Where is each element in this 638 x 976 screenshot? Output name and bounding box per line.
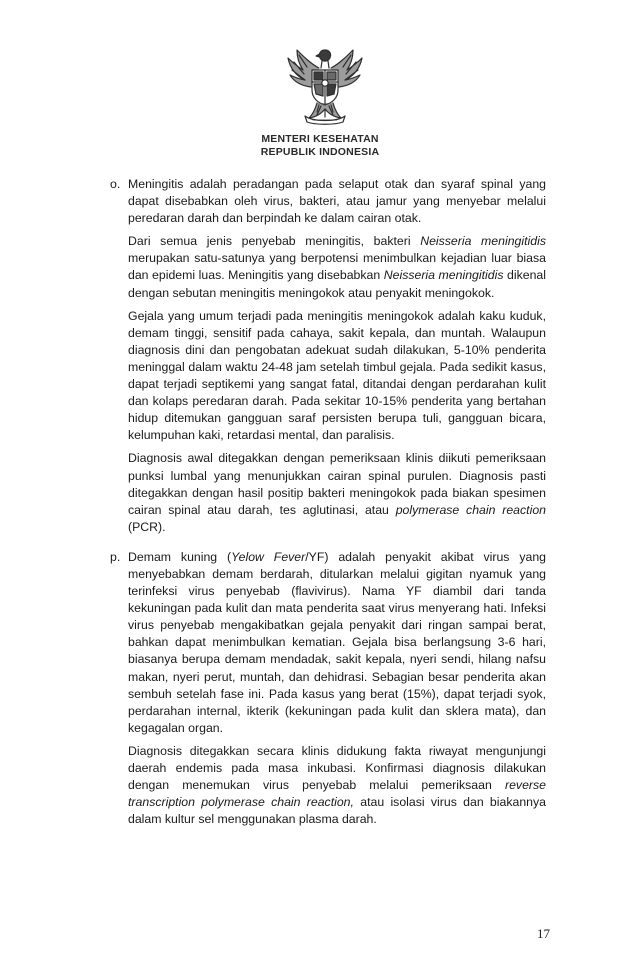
italic-term: Neisseria meningitidis (383, 268, 504, 283)
header-title: MENTERI KESEHATAN (261, 133, 379, 145)
paragraph (128, 549, 546, 737)
document-body (110, 176, 546, 828)
list-item (110, 176, 546, 536)
list-item (110, 549, 546, 829)
paragraph (128, 450, 546, 535)
text-run: atau isolasi virus dan biakannya dalam kultur sel menggunakan plasma darah. (128, 795, 546, 827)
list-marker: p. (110, 549, 121, 564)
text-run: Gejala yang umum terjadi pada meningitis meningokok adalah kaku kuduk, demam tinggi, sensitif pada cahaya, sakit kepala, dan muntah. Walaupun diagnosis dini dan pengobatan adekuat sudah dilakukan, 5-10% penderita meninggal dalam waktu 24-48 jam setelah timbul gejala. Pada sedikit kasus, dapat terjadi septikemi yang sangat fatal, ditandai dengan perdarahan kulit dan kolaps peredaran darah. Pada sekitar 10-15% penderita yang bertahan hidup ditemukan gangguan saraf persisten berupa tuli, gangguan bicara, kelumpuhan kaki, retardasi mental, dan paralisis. (128, 308, 546, 443)
paragraph (128, 308, 546, 445)
text-run: merupakan satu-satunya yang berpotensi menimbulkan kejadian luar biasa dan epidemi luas. Meningitis yang disebabkan (128, 251, 546, 283)
italic-term: Yelow Fever (231, 549, 306, 564)
text-run: (PCR). (128, 519, 166, 534)
italic-term: Neisseria meningitidis (420, 234, 546, 249)
text-run: Demam kuning ( (128, 549, 232, 564)
text-run: Dari semua jenis penyebab meningitis, bakteri (128, 234, 421, 249)
text-run: dikenal dengan sebutan meningitis meningokok atau penyakit meningokok. (128, 268, 546, 300)
italic-term: reverse transcription polymerase chain reaction, (128, 778, 546, 810)
text-run: /YF) adalah penyakit akibat virus yang menyebabkan demam berdarah, ditularkan melalui gigitan nyamuk yang terinfeksi virus penyebab (flavivirus). Nama YF diambil dari tanda kekuningan pada kulit dan mata penderita saat virus menyerang hati. Infeksi virus penyebab mengakibatkan gejala penyakit dari ringan sampai berat, bahkan dapat menimbulkan kematian. Gejala bisa berlangsung 3-6 hari, biasanya berupa demam mendadak, sakit kepala, nyeri sendi, hilang nafsu makan, nyeri perut, muntah, dan dehidrasi. Sebagian besar penderita akan sembuh setelah fase ini. Pada kasus yang berat (15%), dapat terjadi syok, perdarahan internal, ikterik (kekuningan pada kulit dan sklera mata), dan kegagalan organ. (128, 549, 546, 735)
garuda-emblem-icon (283, 46, 367, 126)
header-subtitle: REPUBLIK INDONESIA (260, 146, 380, 158)
text-run: Diagnosis ditegakkan secara klinis didukung fakta riwayat mengunjungi daerah endemis pada masa inkubasi. Konfirmasi diagnosis dilakukan dengan menemukan virus penyebab melalui pemeriksaan (128, 743, 546, 793)
page-number: 17 (537, 926, 550, 941)
list-marker: o. (110, 177, 121, 191)
text-run: Diagnosis awal ditegakkan dengan pemeriksaan klinis diikuti pemeriksaan punksi lumbal yang menunjukkan cairan spinal purulen. Diagnosis pasti ditegakkan dengan hasil positip bakteri meningokok pada biakan spesimen cairan spinal atau darah, tes aglutinasi, atau (128, 451, 546, 517)
paragraph (128, 176, 546, 227)
italic-term: polymerase chain reaction (395, 502, 546, 517)
paragraph (128, 743, 546, 828)
paragraph (128, 233, 546, 301)
text-run: Meningitis adalah peradangan pada selaput otak dan syaraf spinal yang dapat disebabkan oleh virus, bakteri, atau jamur yang menyebar melalui peredaran darah dan berpindah ke dalam cairan otak. (128, 177, 546, 226)
